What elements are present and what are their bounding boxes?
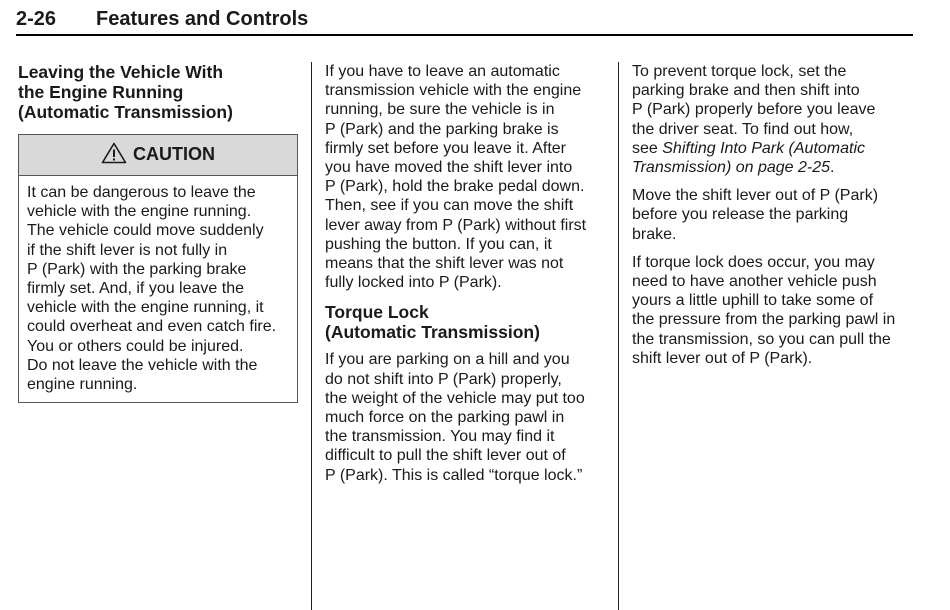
leaving-vehicle-paragraph: If you have to leave an automatic transmission vehicle with the engine running, be sure the vehicle is in P (Park) and the parking brake is firmly set before you leave it. After you have moved the shift lever into P (Park), hold the brake pedal down. Then, see if you can move the shift lever away from P (Park) without first pushing the button. If you can, it means that the shift lever was not fully locked into P (Park). [325,63,587,292]
warning-triangle-icon [101,142,133,168]
page-number: 2-26 [16,8,57,30]
prevent-text: To prevent torque lock, set the parking brake and then shift into P (Park) properly before you leave the driver seat. To find out how, see [632,63,876,157]
torque-lock-heading: Torque Lock (Automatic Transmission) [325,302,540,343]
section-title: Features and Controls [96,8,309,30]
cross-reference-link[interactable]: Shifting Into Park (Automatic Transmission) on page 2-25 [632,139,866,177]
prevent-torque-lock-paragraph [632,62,914,177]
caution-box [18,134,298,403]
column-left [18,62,300,403]
column-divider [311,62,312,610]
torque-lock-paragraph: If you are parking on a hill and you do not shift into P (Park) properly, the weight of the vehicle may put too much force on the parking pawl in the transmission. You may find it difficult to pull the shift lever out of P (Park). This is called “torque lock.” [325,351,585,484]
column-middle [325,62,607,494]
prevent-text-end: . [830,159,835,177]
leaving-vehicle-heading: Leaving the Vehicle With the Engine Running (Automatic Transmission) [18,62,233,122]
caution-text: It can be dangerous to leave the vehicle with the engine running. The vehicle could move suddenly if the shift lever is not fully in P (Park) with the parking brake firmly set. And, if you leave the vehicle with the engine running, it could overheat and even catch fire. You or others could be injured. Do not leave the vehicle with the engine running. [27,184,277,394]
torque-lock-occurs-paragraph: If torque lock does occur, you may need to have another vehicle push yours a little uphill to take some of the pressure from the parking pawl in the transmission, so you can pull the shift lever out of P (Park). [632,253,896,367]
caution-label: CAUTION [133,144,215,165]
move-shift-lever-paragraph: Move the shift lever out of P (Park) before you release the parking brake. [632,187,879,243]
caution-header [19,135,297,176]
page-header [16,4,913,36]
column-right [632,62,914,377]
column-divider [618,62,619,610]
